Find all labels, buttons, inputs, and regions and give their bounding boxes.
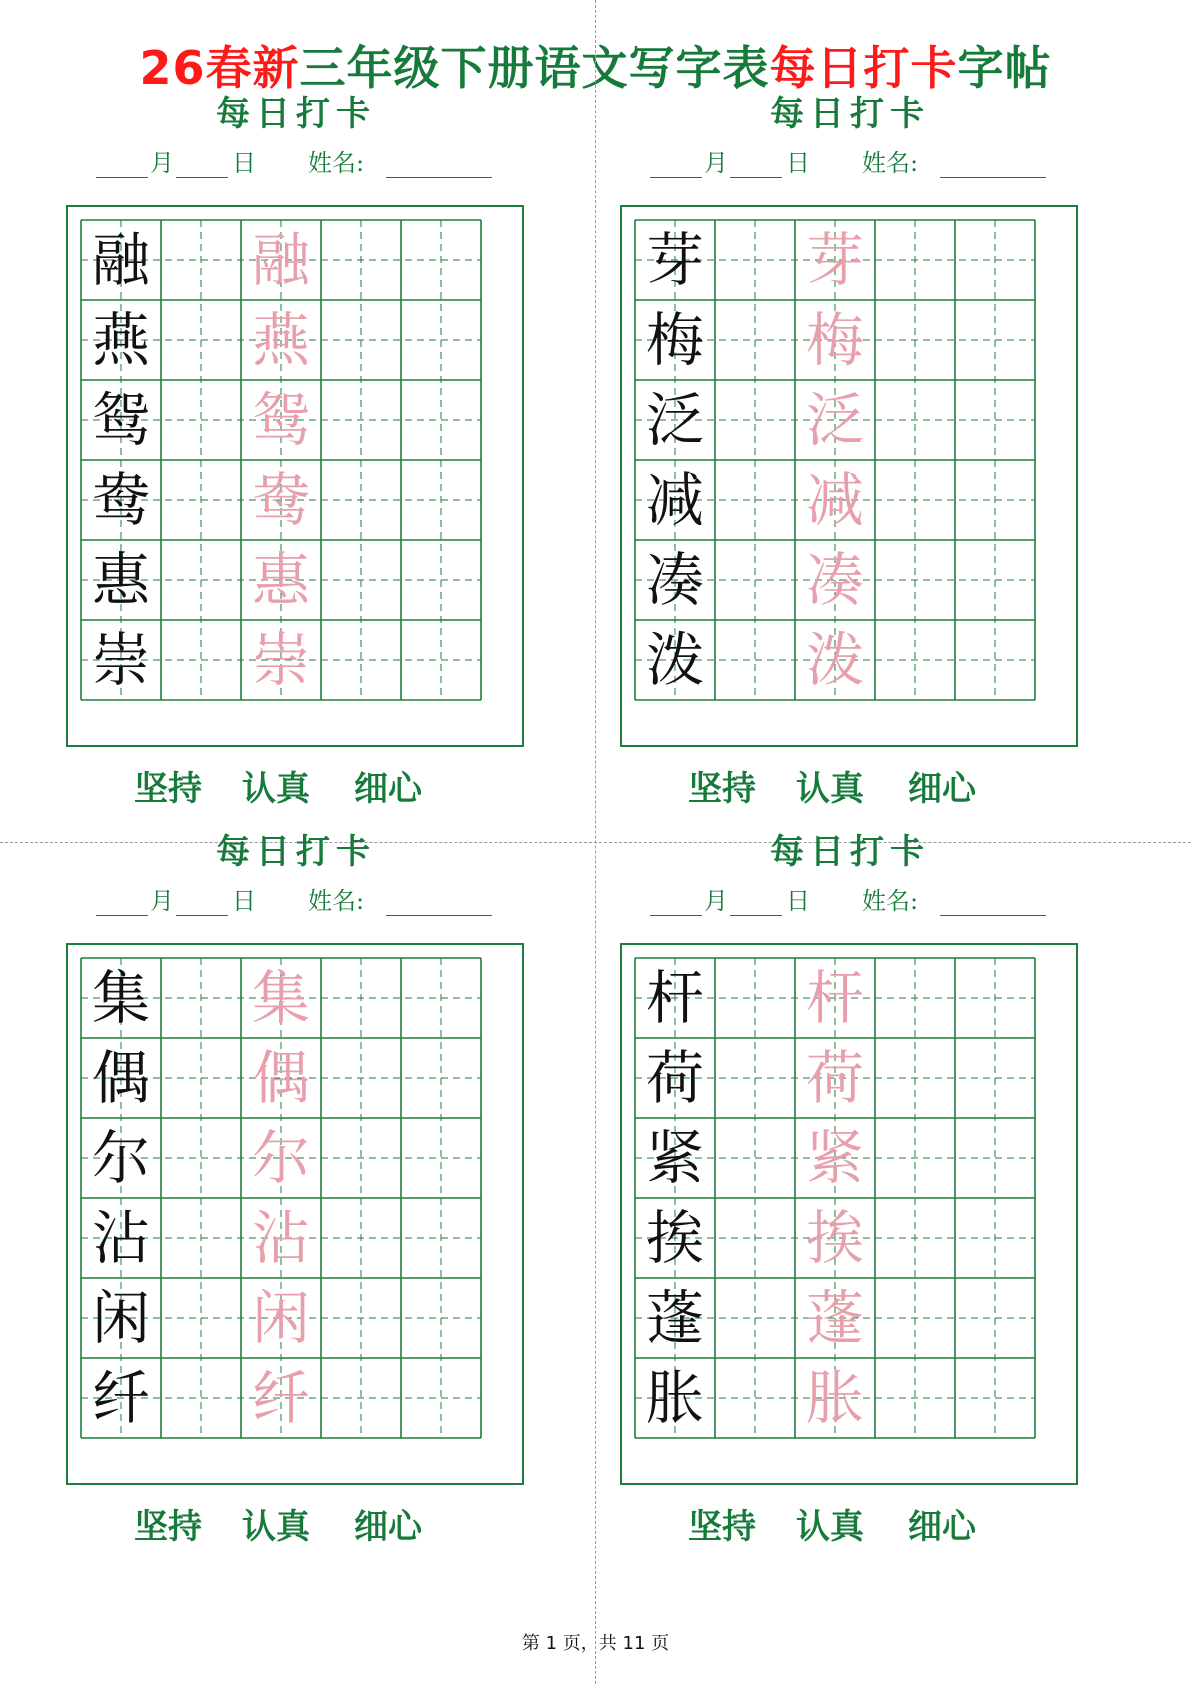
model-char: 偶 <box>91 1044 151 1112</box>
motto-careful: 细心 <box>354 1507 422 1547</box>
model-char: 沾 <box>91 1204 151 1272</box>
motto-earnest: 认真 <box>796 769 864 809</box>
writing-grid <box>66 205 524 747</box>
model-char: 泛 <box>645 386 705 454</box>
date-name-line <box>96 886 516 922</box>
grid-svg <box>634 219 1036 701</box>
day-label: 日 <box>786 887 810 915</box>
trace-char: 蓬 <box>805 1284 865 1352</box>
model-char: 蓬 <box>645 1284 705 1352</box>
motto <box>620 1504 1080 1550</box>
month-blank[interactable] <box>650 915 702 916</box>
page-footer: 第 1 页，共 11 页 <box>521 1633 670 1654</box>
name-blank[interactable] <box>386 177 492 178</box>
motto-careful: 细心 <box>908 769 976 809</box>
trace-char: 泛 <box>805 386 865 454</box>
motto-persevere: 坚持 <box>688 769 756 809</box>
model-char: 胀 <box>645 1364 705 1432</box>
title-part: 三年级下册语文写字表 <box>299 41 770 95</box>
motto <box>66 1504 526 1550</box>
model-char: 融 <box>91 226 151 294</box>
model-char: 惠 <box>91 546 151 614</box>
month-blank[interactable] <box>96 915 148 916</box>
title-part: 26春新 <box>139 41 300 95</box>
name-blank[interactable] <box>940 177 1046 178</box>
practice-card <box>66 830 526 1550</box>
model-char: 挨 <box>645 1204 705 1272</box>
motto-careful: 细心 <box>908 1507 976 1547</box>
day-blank[interactable] <box>176 915 228 916</box>
month-blank[interactable] <box>650 177 702 178</box>
motto-earnest: 认真 <box>242 1507 310 1547</box>
model-char: 纤 <box>91 1364 151 1432</box>
trace-char: 鸳 <box>251 386 311 454</box>
motto-persevere: 坚持 <box>688 1507 756 1547</box>
practice-card <box>620 830 1080 1550</box>
name-label: 姓名: <box>308 149 365 177</box>
title-part: 每日打卡 <box>769 41 958 95</box>
grid-svg <box>634 957 1036 1439</box>
practice-card <box>66 92 526 812</box>
model-char: 紧 <box>645 1124 705 1192</box>
month-blank[interactable] <box>96 177 148 178</box>
model-char: 芽 <box>645 226 705 294</box>
date-name-line <box>650 148 1070 184</box>
motto-earnest: 认真 <box>242 769 310 809</box>
trace-char: 芽 <box>805 226 865 294</box>
trace-char: 燕 <box>251 306 311 374</box>
motto <box>66 766 526 812</box>
date-name-line <box>650 886 1070 922</box>
motto-persevere: 坚持 <box>134 1507 202 1547</box>
card-title: 每日打卡 <box>216 832 376 872</box>
card-title: 每日打卡 <box>770 832 930 872</box>
model-char: 梅 <box>645 306 705 374</box>
model-char: 杆 <box>645 964 705 1032</box>
month-label: 月 <box>704 887 728 915</box>
trace-char: 杆 <box>805 964 865 1032</box>
grid-svg <box>80 219 482 701</box>
model-char: 荷 <box>645 1044 705 1112</box>
model-char: 崇 <box>91 626 151 694</box>
name-blank[interactable] <box>386 915 492 916</box>
trace-char: 鸯 <box>251 466 311 534</box>
trace-char: 崇 <box>251 626 311 694</box>
trace-char: 集 <box>251 964 311 1032</box>
trace-char: 泼 <box>805 626 865 694</box>
practice-card <box>620 92 1080 812</box>
model-char: 尔 <box>91 1124 151 1192</box>
motto-careful: 细心 <box>354 769 422 809</box>
day-blank[interactable] <box>730 915 782 916</box>
writing-grid <box>66 943 524 1485</box>
day-label: 日 <box>786 149 810 177</box>
day-label: 日 <box>232 149 256 177</box>
trace-char: 闲 <box>251 1284 311 1352</box>
trace-char: 挨 <box>805 1204 865 1272</box>
writing-grid <box>620 205 1078 747</box>
trace-char: 荷 <box>805 1044 865 1112</box>
motto-persevere: 坚持 <box>134 769 202 809</box>
name-label: 姓名: <box>308 887 365 915</box>
day-label: 日 <box>232 887 256 915</box>
trace-char: 纤 <box>251 1364 311 1432</box>
title-part: 字帖 <box>957 41 1052 95</box>
card-title: 每日打卡 <box>216 94 376 134</box>
trace-char: 尔 <box>251 1124 311 1192</box>
name-label: 姓名: <box>862 887 919 915</box>
model-char: 鸯 <box>91 466 151 534</box>
trace-char: 梅 <box>805 306 865 374</box>
trace-char: 惠 <box>251 546 311 614</box>
trace-char: 凑 <box>805 546 865 614</box>
day-blank[interactable] <box>176 177 228 178</box>
model-char: 鸳 <box>91 386 151 454</box>
trace-char: 沾 <box>251 1204 311 1272</box>
trace-char: 融 <box>251 226 311 294</box>
writing-grid <box>620 943 1078 1485</box>
trace-char: 紧 <box>805 1124 865 1192</box>
motto-earnest: 认真 <box>796 1507 864 1547</box>
name-blank[interactable] <box>940 915 1046 916</box>
month-label: 月 <box>150 149 174 177</box>
model-char: 凑 <box>645 546 705 614</box>
motto <box>620 766 1080 812</box>
month-label: 月 <box>150 887 174 915</box>
day-blank[interactable] <box>730 177 782 178</box>
card-title: 每日打卡 <box>770 94 930 134</box>
model-char: 集 <box>91 964 151 1032</box>
date-name-line <box>96 148 516 184</box>
trace-char: 胀 <box>805 1364 865 1432</box>
trace-char: 偶 <box>251 1044 311 1112</box>
grid-svg <box>80 957 482 1439</box>
name-label: 姓名: <box>862 149 919 177</box>
model-char: 泼 <box>645 626 705 694</box>
model-char: 燕 <box>91 306 151 374</box>
model-char: 减 <box>645 466 705 534</box>
month-label: 月 <box>704 149 728 177</box>
trace-char: 减 <box>805 466 865 534</box>
model-char: 闲 <box>91 1284 151 1352</box>
